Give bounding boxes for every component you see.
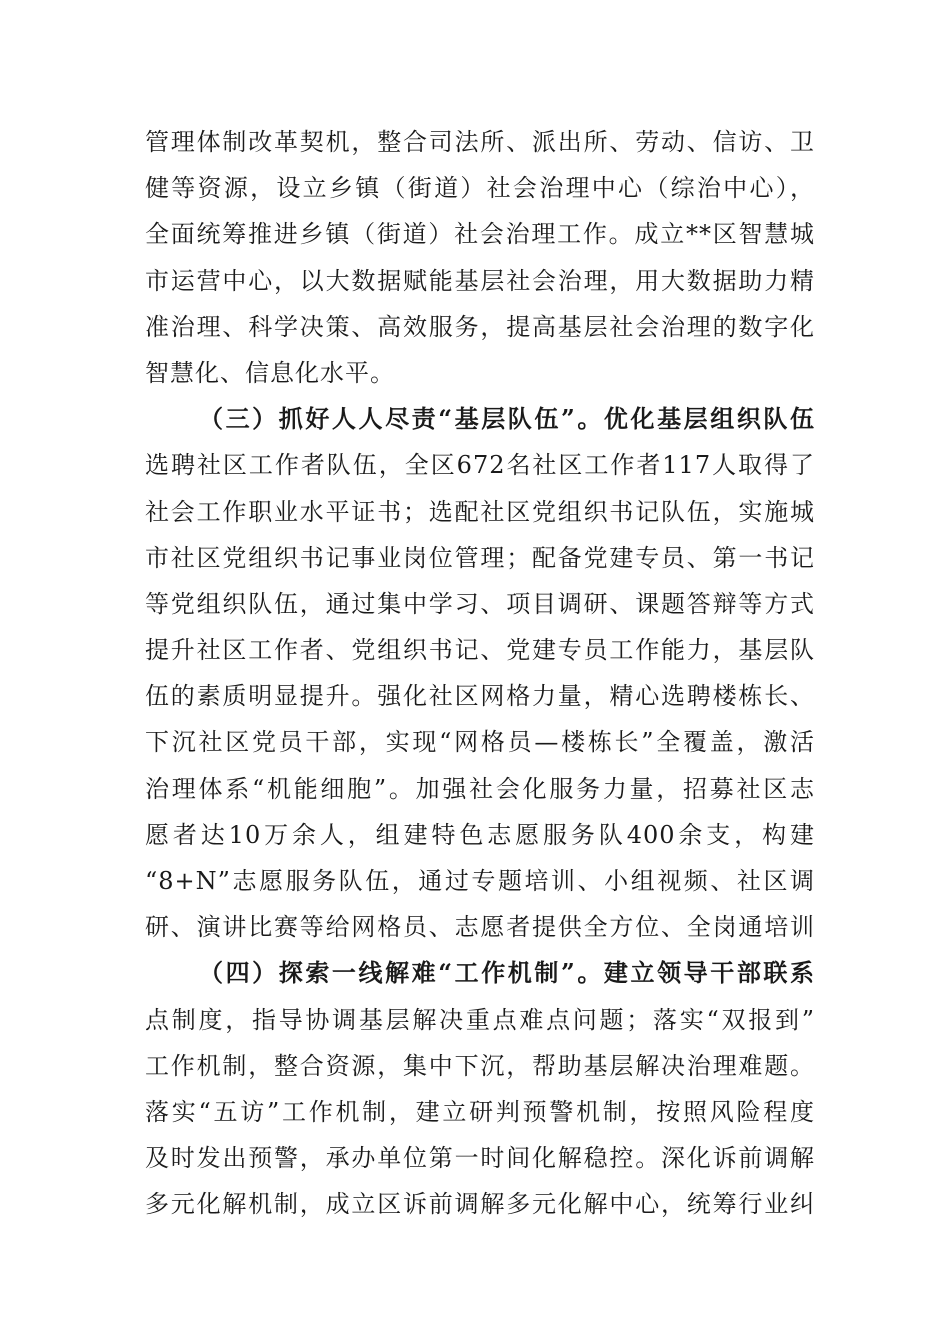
section-heading-line: （三）抓好人人尽责“基层队伍”。优化基层组织队伍 xyxy=(199,404,815,434)
text-line: 落实“五访”工作机制，建立研判预警机制，按照风险程度 xyxy=(145,1097,815,1126)
text-line: 多元化解机制，成立区诉前调解多元化解中心，统筹行业纠 xyxy=(145,1190,815,1219)
text-line: 准治理、科学决策、高效服务，提高基层社会治理的数字化 xyxy=(145,312,815,341)
text-line: “8+N”志愿服务队伍，通过专题培训、小组视频、社区调 xyxy=(145,867,815,895)
text-line: 全面统筹推进乡镇（街道）社会治理工作。成立**区智慧城 xyxy=(145,220,815,249)
text-line: 智慧化、信息化水平。 xyxy=(145,358,395,387)
text-line: 研、演讲比赛等给网格员、志愿者提供全方位、全岗通培训 xyxy=(145,913,815,942)
text-line: 提升社区工作者、党组织书记、党建专员工作能力，基层队 xyxy=(145,636,815,665)
text-line: 管理体制改革契机，整合司法所、派出所、劳动、信访、卫 xyxy=(145,128,815,156)
text-line: 工作机制，整合资源，集中下沉，帮助基层解决治理难题。 xyxy=(145,1051,815,1080)
text-line: 治理体系“机能细胞”。加强社会化服务力量，招募社区志 xyxy=(145,774,815,803)
text-line: 点制度，指导协调基层解决重点难点问题；落实“双报到” xyxy=(145,1005,815,1034)
text-line: 社会工作职业水平证书；选配社区党组织书记队伍，实施城 xyxy=(145,497,815,526)
text-line: 下沉社区党员干部，实现“网格员—楼栋长”全覆盖，激活 xyxy=(145,728,815,757)
text-line: 等党组织队伍，通过集中学习、项目调研、课题答辩等方式 xyxy=(145,589,815,618)
text-line: 市运营中心，以大数据赋能基层社会治理，用大数据助力精 xyxy=(145,266,815,295)
text-line: 伍的素质明显提升。强化社区网格力量，精心选聘楼栋长、 xyxy=(145,682,815,711)
text-line: 及时发出预警，承办单位第一时间化解稳控。深化诉前调解 xyxy=(145,1144,815,1173)
text-line: 愿者达10万余人，组建特色志愿服务队400余支，构建 xyxy=(145,820,815,849)
text-line: 市社区党组织书记事业岗位管理；配备党建专员、第一书记 xyxy=(145,543,815,572)
text-line: 选聘社区工作者队伍，全区672名社区工作者117人取得了 xyxy=(145,451,815,480)
text-line: 健等资源，设立乡镇（街道）社会治理中心（综治中心）， xyxy=(145,174,815,203)
body-text xyxy=(145,119,815,1228)
section-heading-line: （四）探索一线解难“工作机制”。建立领导干部联系 xyxy=(199,958,815,988)
